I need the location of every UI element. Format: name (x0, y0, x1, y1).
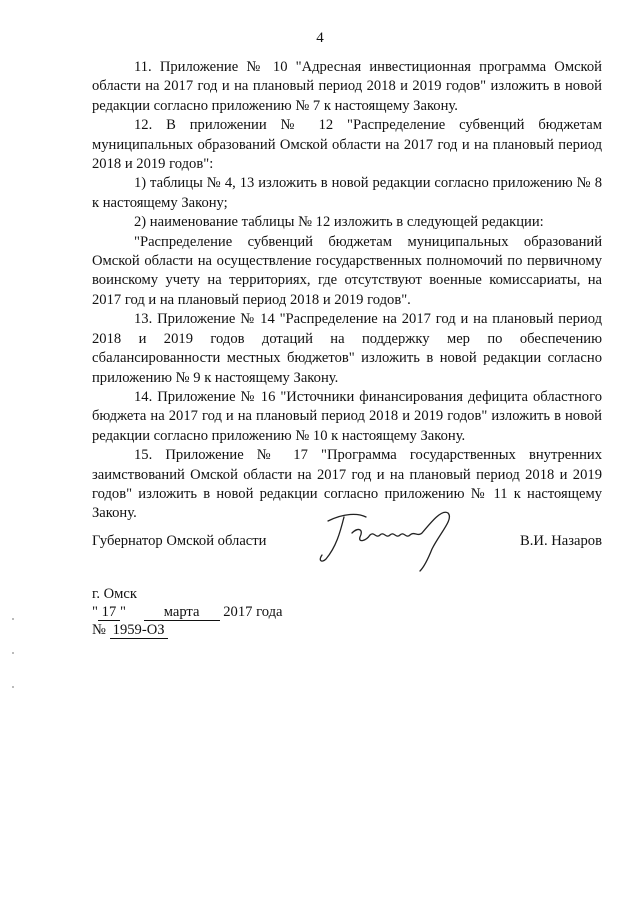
date-quote-close: " (119, 604, 126, 620)
law-number: 1959-ОЗ (110, 623, 168, 639)
page-number: 4 (316, 30, 324, 46)
signature-block (92, 533, 602, 593)
signatory-title: Губернатор Омской области (92, 533, 267, 549)
number-sign: № (92, 622, 106, 638)
handwritten-signature (314, 503, 464, 573)
paragraph-12-item-1: 1) таблицы № 4, 13 изложить в новой редакции согласно приложению № 8 к настоящему Закону; (92, 175, 602, 211)
margin-dot (12, 686, 14, 688)
paragraph-14: 14. Приложение № 16 "Источники финансирования дефицита областного бюджета на 2017 год и на плановый период 2018 и 2019 годов" изложить в новой редакции согласно приложению № 10 к настоящему Закону. (92, 388, 602, 444)
margin-dot (12, 618, 14, 620)
paragraph-12: 12. В приложении № 12 "Распределение субвенций бюджетам муниципальных образований Омской области на 2017 год и на плановый период 2018 и 2019 годов": (92, 117, 602, 173)
date-month: марта (144, 605, 220, 621)
signatory-name: В.И. Назаров (520, 533, 602, 549)
paragraph-11: 11. Приложение № 10 "Адресная инвестиционная программа Омской области на 2017 год и на плановый период 2018 и 2019 годов" изложить в новой редакции согласно приложению № 7 к настоящему Закону. (92, 59, 602, 114)
date-year: 2017 года (223, 604, 283, 620)
law-number-line (92, 621, 283, 639)
margin-dot (12, 652, 14, 654)
date-line (92, 603, 283, 621)
paragraph-12-quote: "Распределение субвенций бюджетам муниципальных образований Омской области на осуществление государственных полномочий по первичному воинскому учету на территориях, где отсутствуют военные комиссариаты, на 2017 год и на плановый период 2018 и 2019 годов". (92, 233, 602, 308)
document-body (92, 58, 602, 524)
paragraph-12-item-2: 2) наименование таблицы № 12 изложить в следующей редакции: (134, 214, 544, 231)
paragraph-15: 15. Приложение № 17 "Программа государственных внутренних заимствований Омской области на 2017 год и на плановый период 2018 и 2019 годов" изложить в новой редакции согласно приложению № 11 к настоящему Закону. (92, 447, 602, 522)
date-quote-open: " (92, 604, 98, 620)
paragraph-13: 13. Приложение № 14 "Распределение на 2017 год и на плановый период 2018 и 2019 годов дотаций на поддержку мер по обеспечению сбалансированности местных бюджетов" изложить в новой редакции согласно приложению № 9 к настоящему Закону. (92, 311, 602, 386)
date-day: 17 (98, 605, 120, 621)
place-and-date (92, 585, 283, 639)
city: г. Омск (92, 586, 137, 602)
